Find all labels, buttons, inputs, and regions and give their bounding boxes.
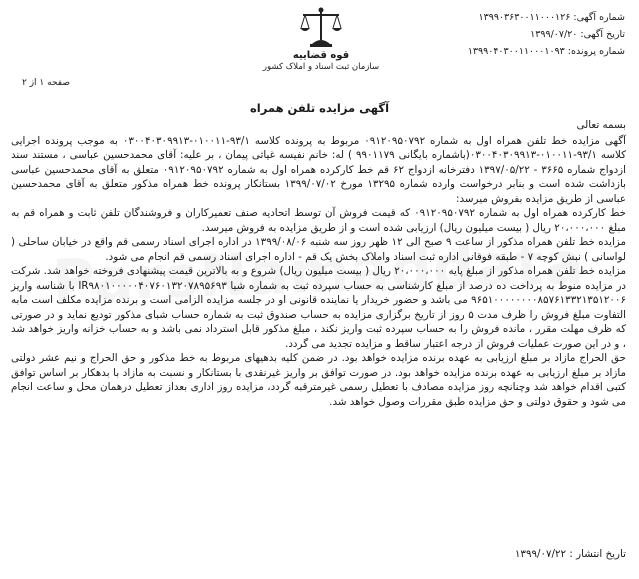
document-title: آگهی مزایده تلفن همراه (249, 101, 390, 115)
ad-number: شماره آگهی: ۱۳۹۹۰۳۶۳۰۰۱۱۰۰۰۱۲۶ (478, 12, 625, 23)
publish-date: تاریخ انتشار : ۱۳۹۹/۰۷/۲۲ (514, 548, 626, 560)
fees-paragraph: حق الحراج مازاد بر مبلغ ارزیابی به عهده برنده مزایده خواهد بود. در ضمن کلیه بدهیهای مربوط به خط مذکور و حق الحراج و نیم عشر دولتی مازاد بر مبلغ ارزیابی به عهده برنده مزایده خواهد بود. در صورت توافق بر واریز غیرنقدی با بستانکار و نسبت به مازاد با بدهکار بر اساس توافق کتبی اقدام خواهد شد وچنانچه روز مزایده مصادف با تعطیل رسمی غیرمترقبه گردد، مزایده روز اداری بعداز تعطیل درهمان محل و ساعت انجام می شود و حقوق دولتی و حق مزایده طبق مقررات وصول خواهد شد. (11, 352, 626, 408)
ad-date: تاریخ آگهی: ۱۳۹۹/۰۷/۲۰ (530, 29, 625, 40)
logo-judiciary-text: قوه قضاییه (292, 50, 350, 61)
logo-organization-text: سازمان ثبت اسناد و املاک کشور (262, 62, 380, 72)
valuation-paragraph: خط کارکرده همراه اول به شماره ۰۹۱۲۰۹۵۰۷۹۲ که قیمت فروش آن توسط اتحادیه صنف تعمیرکاران و فروشندگان تلفن ثابت و همراه قم به مبلغ ۲۰،۰۰۰،۰۰۰ ریال ( بیست میلیون ریال) ارزیابی شده است و از طریق مزایده به فروش میرسد. (11, 207, 626, 234)
document-body (11, 118, 626, 409)
judiciary-logo (246, 6, 396, 72)
intro-paragraph: آگهی مزایده خط تلفن همراه اول به شماره ۰۹۱۲۰۹۵۰۷۹۲ مربوط به پرونده کلاسه ۹۳/۱-۰۱۰۰۱۱-۰۳۰۰۴۰۳۰۹۹۱۳ به موجب پرونده اجرایی کلاسه ۹۳/۱-۰۱۰۰۱۱-۰۳۰۰۴۰۳۰۹۹۱۳(باشماره بایگانی ۹۹۰۱۱۷۹ ) له: خانم نفیسه غیاثی پیمان ، بر علیه: آقای محمدحسین عباسی ، مستند سند ازدواج شماره ۳۶۶۵ - ۱۳۹۷/۰۵/۲۲ دفترخانه ازدواج ۶۲ قم خط کارکرده همراه اول به شماره ۰۹۱۲۰۹۵۰۷۹۲ متعلق به آقای محمدحسین عباسی بازداشت شده است و بنابر درخواست وارده شماره ۱۳۲۹۵ مورخ ۱۳۹۹/۰۷/۰۲ بستانکار پرونده خط همراه مذکور متعلق به آقای محمدحسین عباسی از طریق مزایده بفروش میرسد: (11, 134, 627, 205)
page-number: صفحه ۱ از ۲ (22, 78, 70, 88)
case-number: شماره پرونده: ۱۳۹۹۰۴۰۳۰۰۱۱۰۰۰۱۰۹۳ (467, 46, 625, 57)
scales-of-justice-icon (298, 6, 344, 48)
basmala: بسمه تعالی (576, 119, 626, 131)
auction-terms-paragraph: مزایده خط تلفن همراه مذکور از مبلغ پایه ۲۰،۰۰۰،۰۰۰ ریال ( بیست میلیون ریال) شروع و به بالاترین قیمت پیشنهادی فروخته خواهد شد. شرکت در مزایده منوط به پرداخت ده درصد از مبلغ کارشناسی به حساب سپرده ثبت به شماره شبا IR۹۸۰۱۰۰۰۰۰۴۰۷۶۰۱۳۲۰۷۸۹۵۶۹۳ با شناسه واریز ۹۶۵۱۰۰۰۰۰۰۰۰۸۵۷۶۱۳۳۲۱۳۵۱۲۰۰۶ می باشد و حضور خریدار یا نماینده قانونی او در جلسه مزایده الزامی است و برنده مزایده مکلف است مابه التفاوت مبلغ فروش را ظرف مدت ۵ روز از تاریخ برگزاری مزایده به حساب صندوق ثبت به شماره حساب شبای مذکور تودیع نماید و در صورتی که ظرف مهلت مقرر ، مانده فروش را به حساب سپرده ثبت واریز نکند ، مبلغ مذکور قابل استرداد نمی باشد و به حساب خزانه واریز خواهد شد ، و در این صورت عملیات فروش از درجه اعتبار ساقط و مزایده تجدید می گردد. (11, 265, 627, 350)
auction-time-place-paragraph: مزایده خط تلفن همراه مذکور از ساعت ۹ صبح الی ۱۲ ظهر روز سه شنبه ۱۳۹۹/۰۸/۰۶ در اداره اجرای اسناد رسمی قم واقع در خیابان ساحلی ( لواسانی ) نبش کوچه ۷ - طبقه فوقانی اداره ثبت اسناد واملاک بخش یک قم - اداره اجرای اسناد رسمی قم انجام می شود. (11, 236, 627, 263)
ad-meta-block (468, 9, 625, 60)
